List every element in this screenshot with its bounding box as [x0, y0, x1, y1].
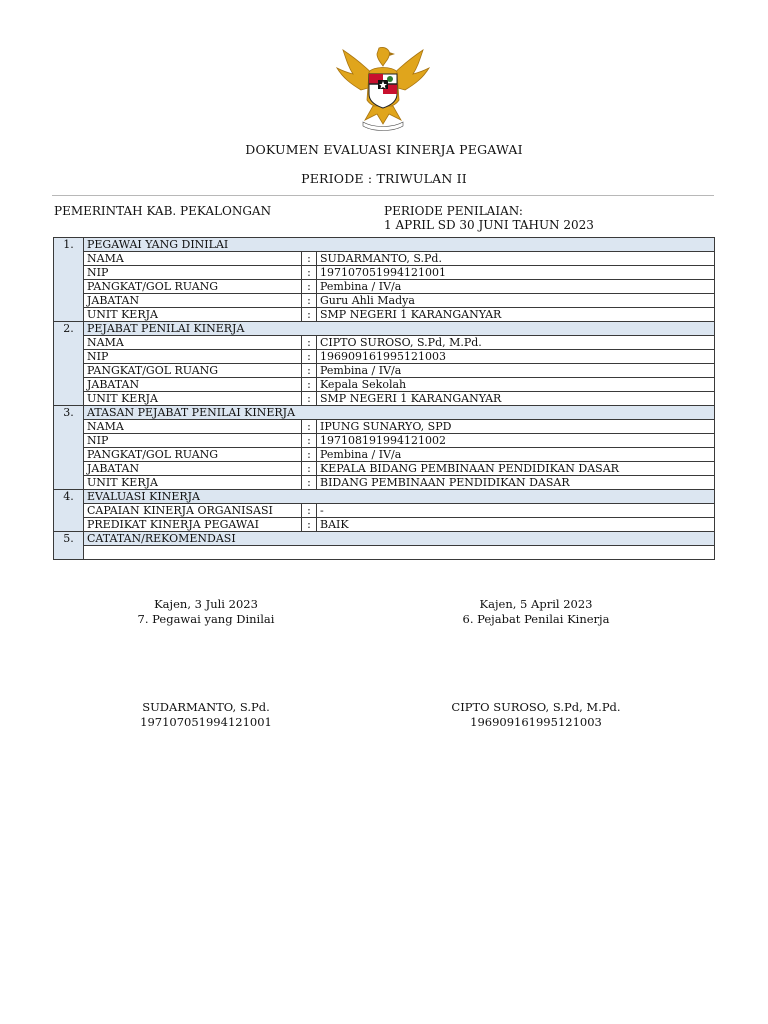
field-label: PANGKAT/GOL RUANG — [84, 448, 302, 462]
field-label: JABATAN — [84, 294, 302, 308]
field-value: KEPALA BIDANG PEMBINAAN PENDIDIKAN DASAR — [317, 462, 715, 476]
field-value: BIDANG PEMBINAAN PENDIDIKAN DASAR — [317, 476, 715, 490]
section-header-row — [54, 238, 715, 252]
signer-right — [416, 700, 656, 730]
table-row — [54, 364, 715, 378]
field-label: NIP — [84, 434, 302, 448]
field-value: SUDARMANTO, S.Pd. — [317, 252, 715, 266]
field-separator: : — [302, 294, 317, 308]
table-row — [54, 476, 715, 490]
signature-role: 7. Pegawai yang Dinilai — [137, 612, 275, 626]
document-title: DOKUMEN EVALUASI KINERJA PEGAWAI — [245, 142, 523, 157]
field-separator: : — [302, 462, 317, 476]
field-value: SMP NEGERI 1 KARANGANYAR — [317, 392, 715, 406]
field-value: IPUNG SUNARYO, SPD — [317, 420, 715, 434]
table-row — [54, 420, 715, 434]
field-separator: : — [302, 280, 317, 294]
garuda-emblem-logo — [333, 44, 433, 132]
table-row — [54, 462, 715, 476]
table-row — [54, 392, 715, 406]
field-label: NIP — [84, 266, 302, 280]
signer-name: CIPTO SUROSO, S.Pd, M.Pd. — [451, 700, 621, 714]
field-value: 197107051994121001 — [317, 266, 715, 280]
field-label: PREDIKAT KINERJA PEGAWAI — [84, 518, 302, 532]
section-title: CATATAN/REKOMENDASI — [84, 532, 715, 546]
table-row — [54, 518, 715, 532]
field-separator: : — [302, 504, 317, 518]
field-value: CIPTO SUROSO, S.Pd, M.Pd. — [317, 336, 715, 350]
signature-place-date: Kajen, 3 Juli 2023 — [154, 597, 258, 611]
field-value: Pembina / IV/a — [317, 364, 715, 378]
field-value: 196909161995121003 — [317, 350, 715, 364]
field-separator: : — [302, 336, 317, 350]
field-separator: : — [302, 350, 317, 364]
field-label: UNIT KERJA — [84, 476, 302, 490]
section-title: PEJABAT PENILAI KINERJA — [84, 322, 715, 336]
table-row — [54, 308, 715, 322]
signature-place-date: Kajen, 5 April 2023 — [479, 597, 593, 611]
header-divider — [52, 195, 714, 196]
document-period: PERIODE : TRIWULAN II — [301, 171, 467, 186]
field-value: SMP NEGERI 1 KARANGANYAR — [317, 308, 715, 322]
table-row — [54, 448, 715, 462]
notes-row — [54, 546, 715, 560]
field-value: Guru Ahli Madya — [317, 294, 715, 308]
table-row — [54, 280, 715, 294]
table-row — [54, 378, 715, 392]
field-label: PANGKAT/GOL RUANG — [84, 280, 302, 294]
field-label: PANGKAT/GOL RUANG — [84, 364, 302, 378]
field-value: Pembina / IV/a — [317, 448, 715, 462]
signer-name: SUDARMANTO, S.Pd. — [142, 700, 270, 714]
section-title: EVALUASI KINERJA — [84, 490, 715, 504]
signer-nip: 196909161995121003 — [470, 715, 602, 729]
field-separator: : — [302, 252, 317, 266]
field-label: NAMA — [84, 252, 302, 266]
field-label: UNIT KERJA — [84, 392, 302, 406]
field-separator: : — [302, 434, 317, 448]
section-title: ATASAN PEJABAT PENILAI KINERJA — [84, 406, 715, 420]
field-separator: : — [302, 392, 317, 406]
signer-nip: 197107051994121001 — [140, 715, 272, 729]
field-separator: : — [302, 266, 317, 280]
field-label: NAMA — [84, 336, 302, 350]
table-row — [54, 350, 715, 364]
assessment-period-label: PERIODE PENILAIAN: — [384, 204, 523, 218]
table-row — [54, 336, 715, 350]
field-separator: : — [302, 420, 317, 434]
evaluation-table — [53, 237, 715, 560]
table-row — [54, 504, 715, 518]
field-value: BAIK — [317, 518, 715, 532]
field-label: JABATAN — [84, 462, 302, 476]
field-separator: : — [302, 364, 317, 378]
section-number: 1. — [54, 238, 84, 322]
section-title: PEGAWAI YANG DINILAI — [84, 238, 715, 252]
institution-name: PEMERINTAH KAB. PEKALONGAN — [54, 204, 272, 218]
section-number: 5. — [54, 532, 84, 560]
section-header-row — [54, 490, 715, 504]
field-label: NIP — [84, 350, 302, 364]
field-value: 197108191994121002 — [317, 434, 715, 448]
section-header-row — [54, 406, 715, 420]
field-label: JABATAN — [84, 378, 302, 392]
table-row — [54, 434, 715, 448]
table-row — [54, 294, 715, 308]
signature-block-right — [416, 597, 656, 627]
field-label: UNIT KERJA — [84, 308, 302, 322]
field-separator: : — [302, 378, 317, 392]
field-value: Kepala Sekolah — [317, 378, 715, 392]
assessment-period-value: 1 APRIL SD 30 JUNI TAHUN 2023 — [384, 218, 594, 232]
field-separator: : — [302, 476, 317, 490]
section-number: 2. — [54, 322, 84, 406]
field-value: - — [317, 504, 715, 518]
field-separator: : — [302, 308, 317, 322]
notes-cell — [84, 546, 715, 560]
table-row — [54, 252, 715, 266]
field-separator: : — [302, 518, 317, 532]
signer-left — [86, 700, 326, 730]
field-label: NAMA — [84, 420, 302, 434]
assessment-period — [384, 204, 594, 232]
field-label: CAPAIAN KINERJA ORGANISASI — [84, 504, 302, 518]
signature-role: 6. Pejabat Penilai Kinerja — [462, 612, 610, 626]
signature-block-left — [86, 597, 326, 627]
field-separator: : — [302, 448, 317, 462]
section-number: 4. — [54, 490, 84, 532]
section-header-row — [54, 322, 715, 336]
table-row — [54, 266, 715, 280]
section-header-row — [54, 532, 715, 546]
section-number: 3. — [54, 406, 84, 490]
field-value: Pembina / IV/a — [317, 280, 715, 294]
